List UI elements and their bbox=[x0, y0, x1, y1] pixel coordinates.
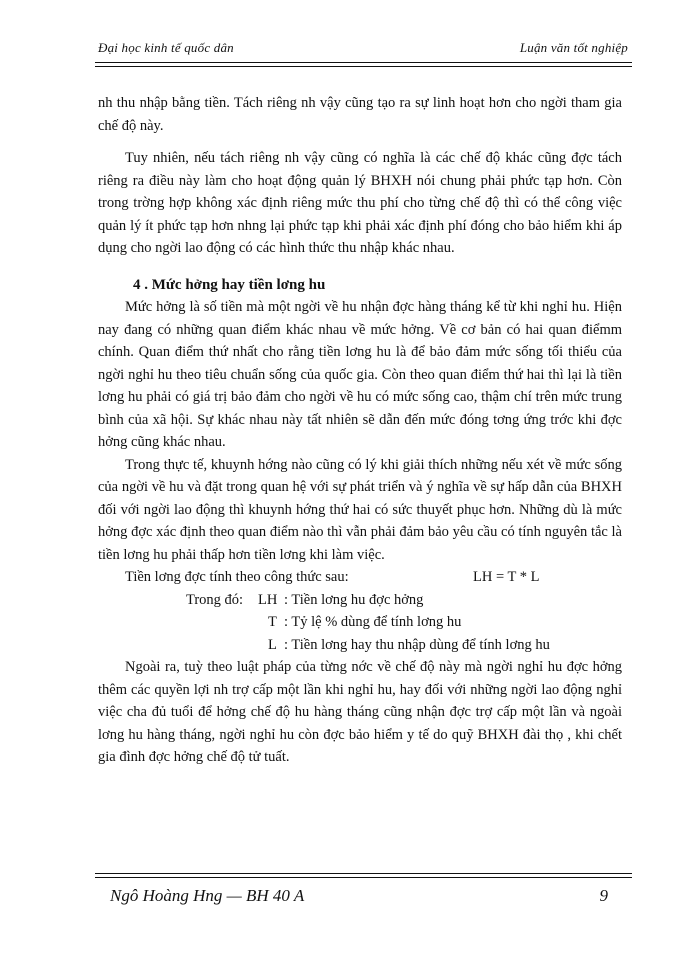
footer-rule bbox=[95, 877, 632, 878]
paragraph-2: Tuy nhiên, nếu tách riêng nh vậy cũng có nghĩa là các chế độ khác cũng đợc tách riêng ra điều này làm cho hoạt động quản lý BHXH nói chung phải phức tạp hơn. Còn trong trờng hợp không xác định riêng mức thu phí cho từng chế độ thì có thể công việc quản lý ít phức tạp hơn nhng lại phức tạp khi phải xác định phí đóng cho bảo hiểm khi áp dụng cho ngời lao động có các hình thức thu nhập khác nhau. bbox=[98, 150, 622, 256]
formula-line bbox=[98, 566, 622, 589]
definition-text-lh: : Tiền lơng hu đợc hởng bbox=[284, 591, 424, 608]
definition-symbol-t: T bbox=[268, 614, 277, 630]
footer-rule-thin bbox=[95, 873, 632, 874]
definition-row bbox=[98, 589, 622, 612]
header-rule bbox=[95, 62, 632, 63]
section-title: 4 . Mức hởng hay tiền lơng hu bbox=[133, 276, 326, 293]
definition-row bbox=[98, 611, 622, 634]
definition-symbol-l: L bbox=[268, 636, 277, 653]
definition-row bbox=[98, 634, 622, 657]
paragraph-5: Ngoài ra, tuỳ theo luật pháp của từng nớc về chế độ này mà ngời nghỉ hu đợc hởng thêm các quyền lợi nh trợ cấp một lần khi nghỉ hu, hay đối với những ngời lao động nghỉ việc cha đủ tuổi để hởng chế độ hu hàng tháng cũng nhận đợc trợ cấp một lần và ngoài lơng hu hàng tháng, ngời nghỉ hu còn đợc bảo hiểm y tế do quỹ BHXH đài thọ , khi chết gia đình đợc hởng chế độ tử tuất. bbox=[98, 659, 622, 765]
header-thesis-label: Luận văn tốt nghiệp bbox=[519, 40, 628, 55]
header-rule-thin bbox=[95, 66, 632, 67]
header-university: Đại học kinh tế quốc dân bbox=[98, 40, 234, 55]
footer-author: Ngô Hoàng Hng — BH 40 A bbox=[110, 886, 305, 905]
formula-intro: Tiền lơng đợc tính theo công thức sau: bbox=[125, 569, 349, 585]
paragraph-1: nh thu nhập bằng tiền. Tách riêng nh vậy cũng tạo ra sự linh hoạt hơn cho ngời tham gia chế độ này. bbox=[98, 95, 622, 134]
definition-text-l: : Tiền lơng hay thu nhập dùng để tính lơng hu bbox=[284, 636, 550, 653]
definition-lead: Trong đó: bbox=[186, 591, 244, 608]
definition-text-t: : Tỷ lệ % dùng để tính lơng hu bbox=[284, 614, 462, 630]
definition-symbol-lh: LH bbox=[258, 591, 278, 608]
body-text bbox=[98, 92, 622, 769]
paragraph-3: Mức hởng là số tiền mà một ngời về hu nhận đợc hàng tháng kể từ khi nghỉ hu. Hiện nay đang có những quan điểm khác nhau về mức hởng. Về cơ bản có hai quan điểmm chính. Quan điểm thứ nhất cho rằng tiền lơng hu là để bảo đảm mức sống tối thiểu của ngời nghỉ hu theo tiêu chuẩn sống của quốc gia. Còn theo quan điểm thứ hai thì lại là tiền lơng hu phải có giá trị bảo đảm cho ngời về hu có mức sống cao, thậm chí trên mức trung bình của xã hội. Sự khác nhau này tất nhiên sẽ dẫn đến mức đóng tơng ứng trớc khi đợc hởng cũng khác nhau. bbox=[98, 299, 622, 450]
paragraph-4: Trong thực tế, khuynh hớng nào cũng có lý khi giải thích những nếu xét về mức sống của ngời về hu và đặt trong quan hệ với sự phát triển và ý nghĩa về sự hấp dẫn của BHXH đối với ngời lao động thì khuynh hớng thứ hai có sức thuyết phục hơn. Những dù là mức hởng đợc xác định theo quan điểm nào thì vẫn phải đảm bảo yêu cầu có tính nguyên tắc là tiền lơng hu phải thấp hơn tiền lơng khi làm việc. bbox=[98, 456, 622, 563]
page-number: 9 bbox=[599, 886, 608, 905]
formula: LH = T * L bbox=[473, 569, 540, 585]
